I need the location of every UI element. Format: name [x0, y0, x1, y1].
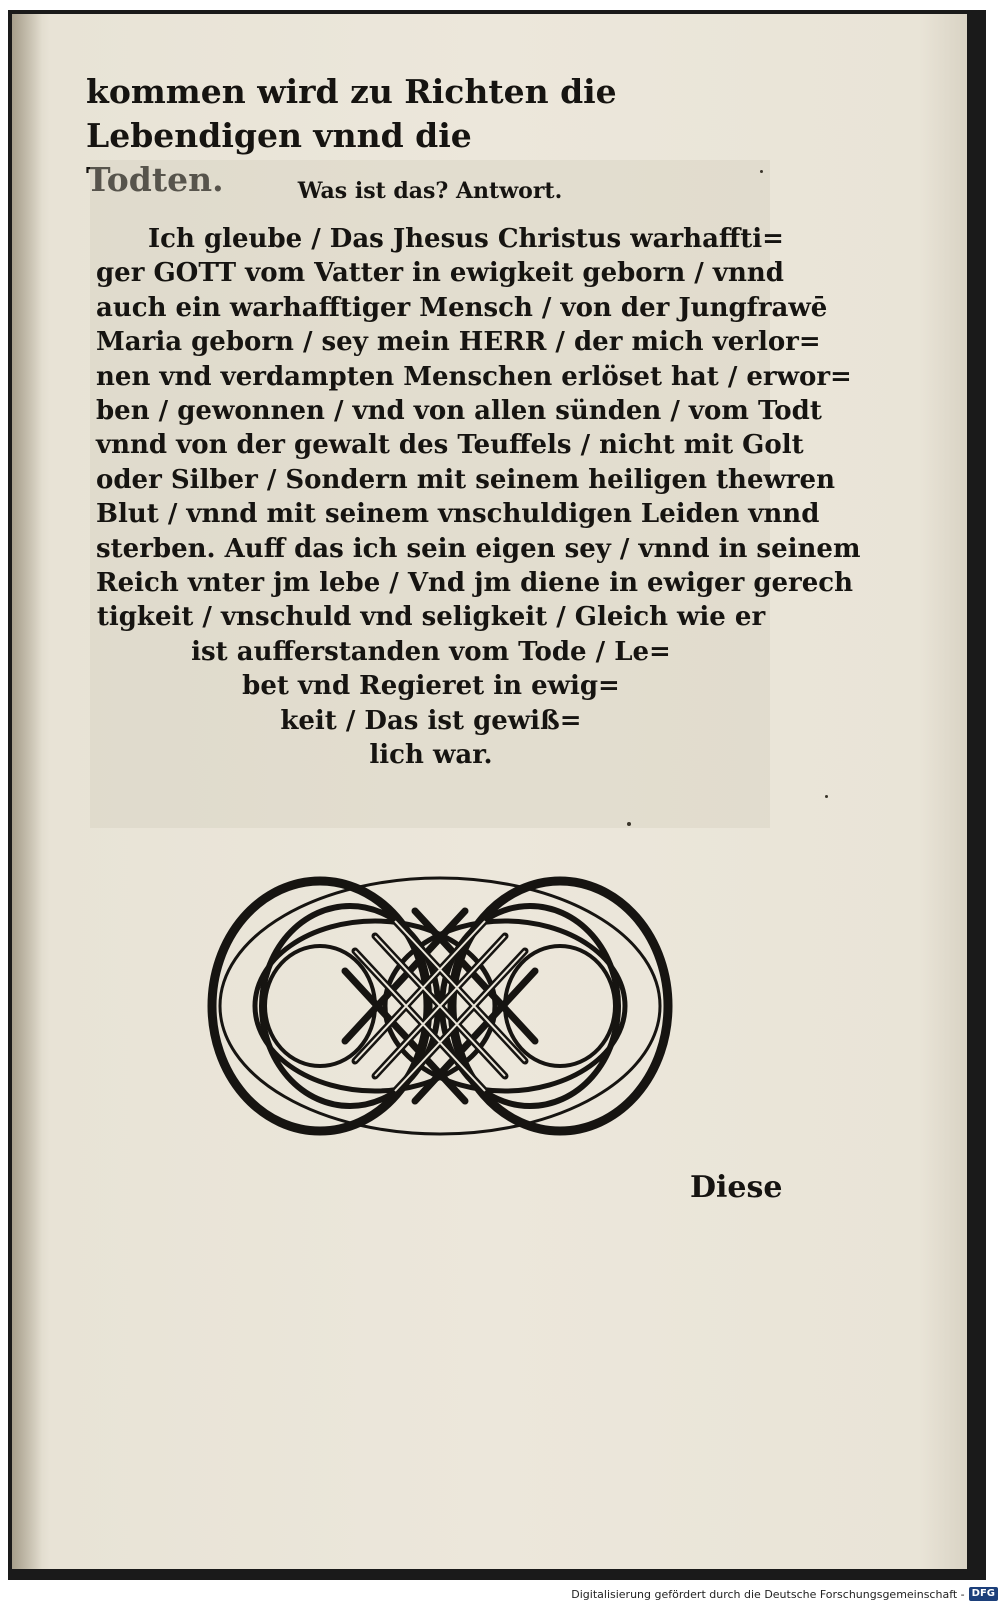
body-text	[96, 222, 861, 773]
paper-speck	[627, 822, 631, 826]
text-line: vnnd von der gewalt des Teuffels / nicht mit Golt	[96, 430, 804, 461]
text-line: ist aufferstanden vom Tode / Le=	[191, 636, 671, 667]
text-line: nen vnd verdampten Menschen erlöset hat / erwor=	[96, 361, 852, 392]
credit-text: Digitalisierung gefördert durch die Deutsche Forschungsgemeinschaft -	[571, 1587, 965, 1601]
text-line: oder Silber / Sondern mit seinem heiligen thewren	[96, 464, 836, 495]
text-line: keit / Das ist gewiß=	[280, 705, 582, 736]
dfg-logo: DFG	[969, 1587, 998, 1601]
text-line: tigkeit / vnschuld vnd seligkeit / Gleich wie er	[96, 602, 766, 633]
text-line: sterben. Auff das ich sein eigen sey / vnnd in seinem	[96, 533, 861, 564]
text-line: lich war.	[369, 740, 493, 771]
digitization-credit	[560, 1584, 998, 1604]
text-line: Maria geborn / sey mein HERR / der mich verlor=	[96, 327, 821, 358]
section-heading: Was ist das? Antwort.	[297, 178, 563, 204]
gutter-shadow	[12, 14, 42, 1569]
text-line: Todten.	[86, 160, 224, 199]
text-line: Blut / vnnd mit seinem vnschuldigen Leiden vnnd	[96, 499, 820, 530]
text-line: auch ein warhafftiger Mensch / von der Jungfrawē	[96, 292, 828, 323]
text-line: ben / gewonnen / vnd von allen sünden / vom Todt	[96, 396, 822, 427]
text-line: Ich gleube / Das Jhesus Christus warhaffti=	[148, 224, 784, 254]
catchword: Diese	[690, 1170, 783, 1205]
paper-speck	[825, 795, 828, 798]
text-line: Reich vnter jm lebe / Vnd jm diene in ewiger gerech	[96, 568, 854, 599]
text-line: bet vnd Regieret in ewig=	[242, 671, 620, 702]
text-line: kommen wird zu Richten die Lebendigen vnnd die	[86, 72, 617, 155]
text-line: ger GOTT vom Vatter in ewigkeit geborn / vnnd	[96, 258, 784, 289]
paper-speck	[760, 170, 763, 173]
knotwork-ornament-icon	[200, 866, 680, 1146]
